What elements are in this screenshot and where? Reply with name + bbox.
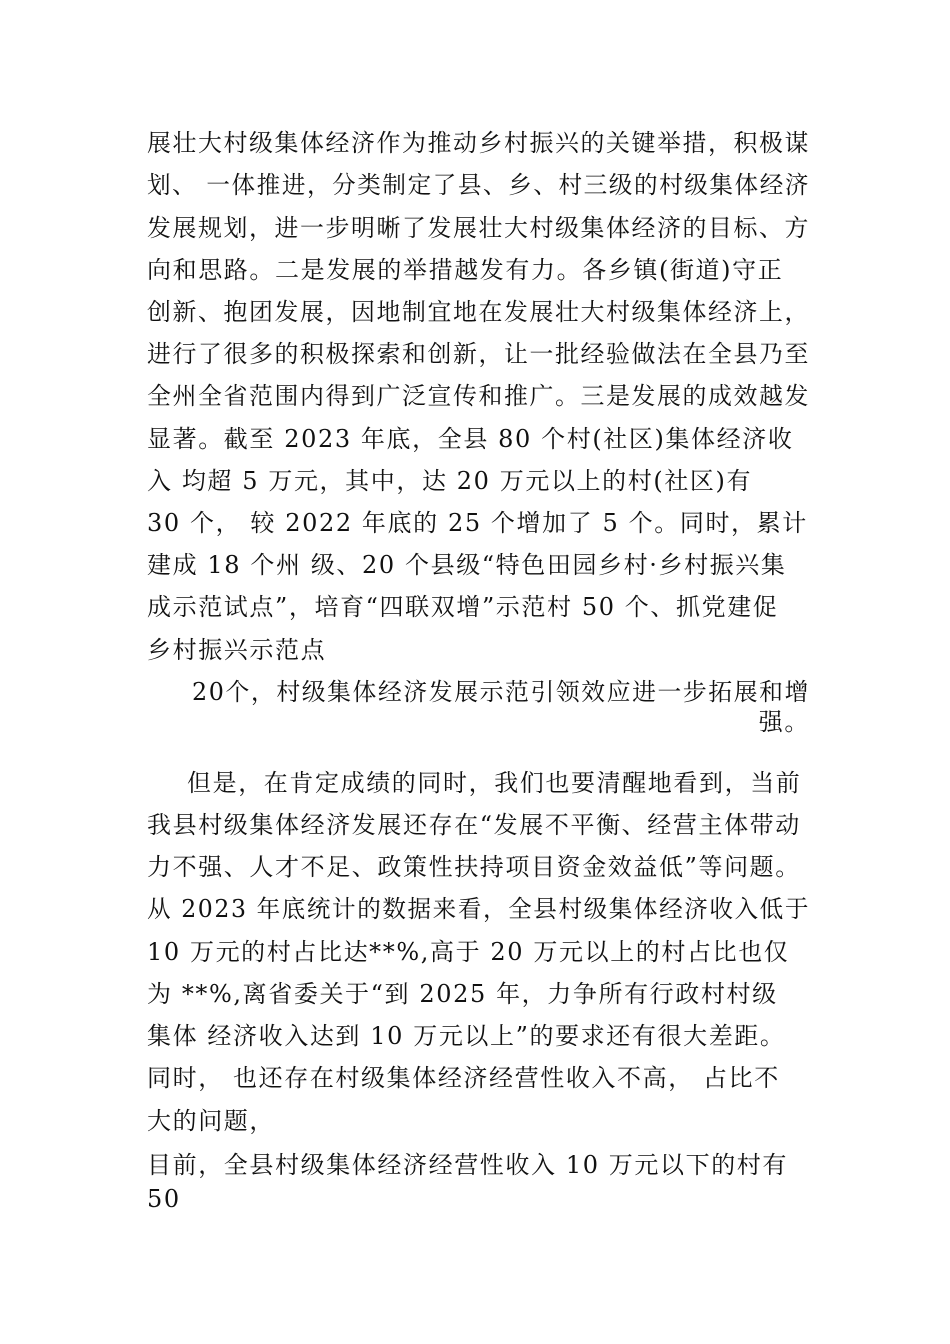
text-line-13: 乡村振兴示范点 <box>147 636 327 664</box>
text-line-3: 发展规划，进一步明晰了发展壮大村级集体经济的目标、方 <box>147 214 811 242</box>
text-line-9: 入 均超 5 万元，其中，达 20 万元以上的村(社区)有 <box>147 467 753 495</box>
text-line-23: 同时， 也还存在村级集体经济经营性收入不高， 占比不 <box>147 1064 780 1092</box>
text-line-26: 50 <box>147 1185 181 1213</box>
text-line-18: 力不强、人才不足、政策性扶持项目资金效益低”等问题。 <box>147 853 801 881</box>
text-line-17: 我县村级集体经济发展还存在“发展不平衡、经营主体带动 <box>147 811 801 839</box>
text-line-2: 划、 一体推进，分类制定了县、乡、村三级的村级集体经济 <box>147 171 811 199</box>
text-line-12: 成示范试点”，培育“四联双增”示范村 50 个、抓党建促 <box>147 593 779 621</box>
text-line-4: 向和思路。二是发展的举措越发有力。各乡镇(街道)守正 <box>147 256 784 284</box>
text-line-15: 强。 <box>758 708 810 736</box>
text-line-24: 大的问题， <box>147 1107 275 1135</box>
text-line-22: 集体 经济收入达到 10 万元以上”的要求还有很大差距。 <box>147 1022 786 1050</box>
text-line-10: 30 个， 较 2022 年底的 25 个增加了 5 个。同时，累计 <box>147 509 808 537</box>
text-line-20: 10 万元的村占比达**%,高于 20 万元以上的村占比也仅 <box>147 938 790 966</box>
text-line-5: 创新、抱团发展，因地制宜地在发展壮大村级集体经济上， <box>147 298 811 326</box>
text-line-16: 但是，在肯定成绩的同时，我们也要清醒地看到，当前 <box>187 769 802 797</box>
text-line-7: 全州全省范围内得到广泛宣传和推广。三是发展的成效越发 <box>147 382 811 410</box>
text-line-6: 进行了很多的积极探索和创新，让一批经验做法在全县乃至 <box>147 340 811 368</box>
text-line-1: 展壮大村级集体经济作为推动乡村振兴的关键举措，积极谋 <box>147 129 811 157</box>
text-line-14: 20个，村级集体经济发展示范引领效应进一步拓展和增 <box>192 678 811 706</box>
text-line-8: 显著。截至 2023 年底，全县 80 个村(社区)集体经济收 <box>147 425 794 453</box>
text-line-19: 从 2023 年底统计的数据来看，全县村级集体经济收入低于 <box>147 895 810 923</box>
text-line-11: 建成 18 个州 级、20 个县级“特色田园乡村·乡村振兴集 <box>147 551 787 579</box>
text-line-25: 目前，全县村级集体经济经营性收入 10 万元以下的村有 <box>147 1151 788 1179</box>
text-line-21: 为 **%,离省委关于“到 2025 年，力争所有行政村村级 <box>147 980 778 1008</box>
